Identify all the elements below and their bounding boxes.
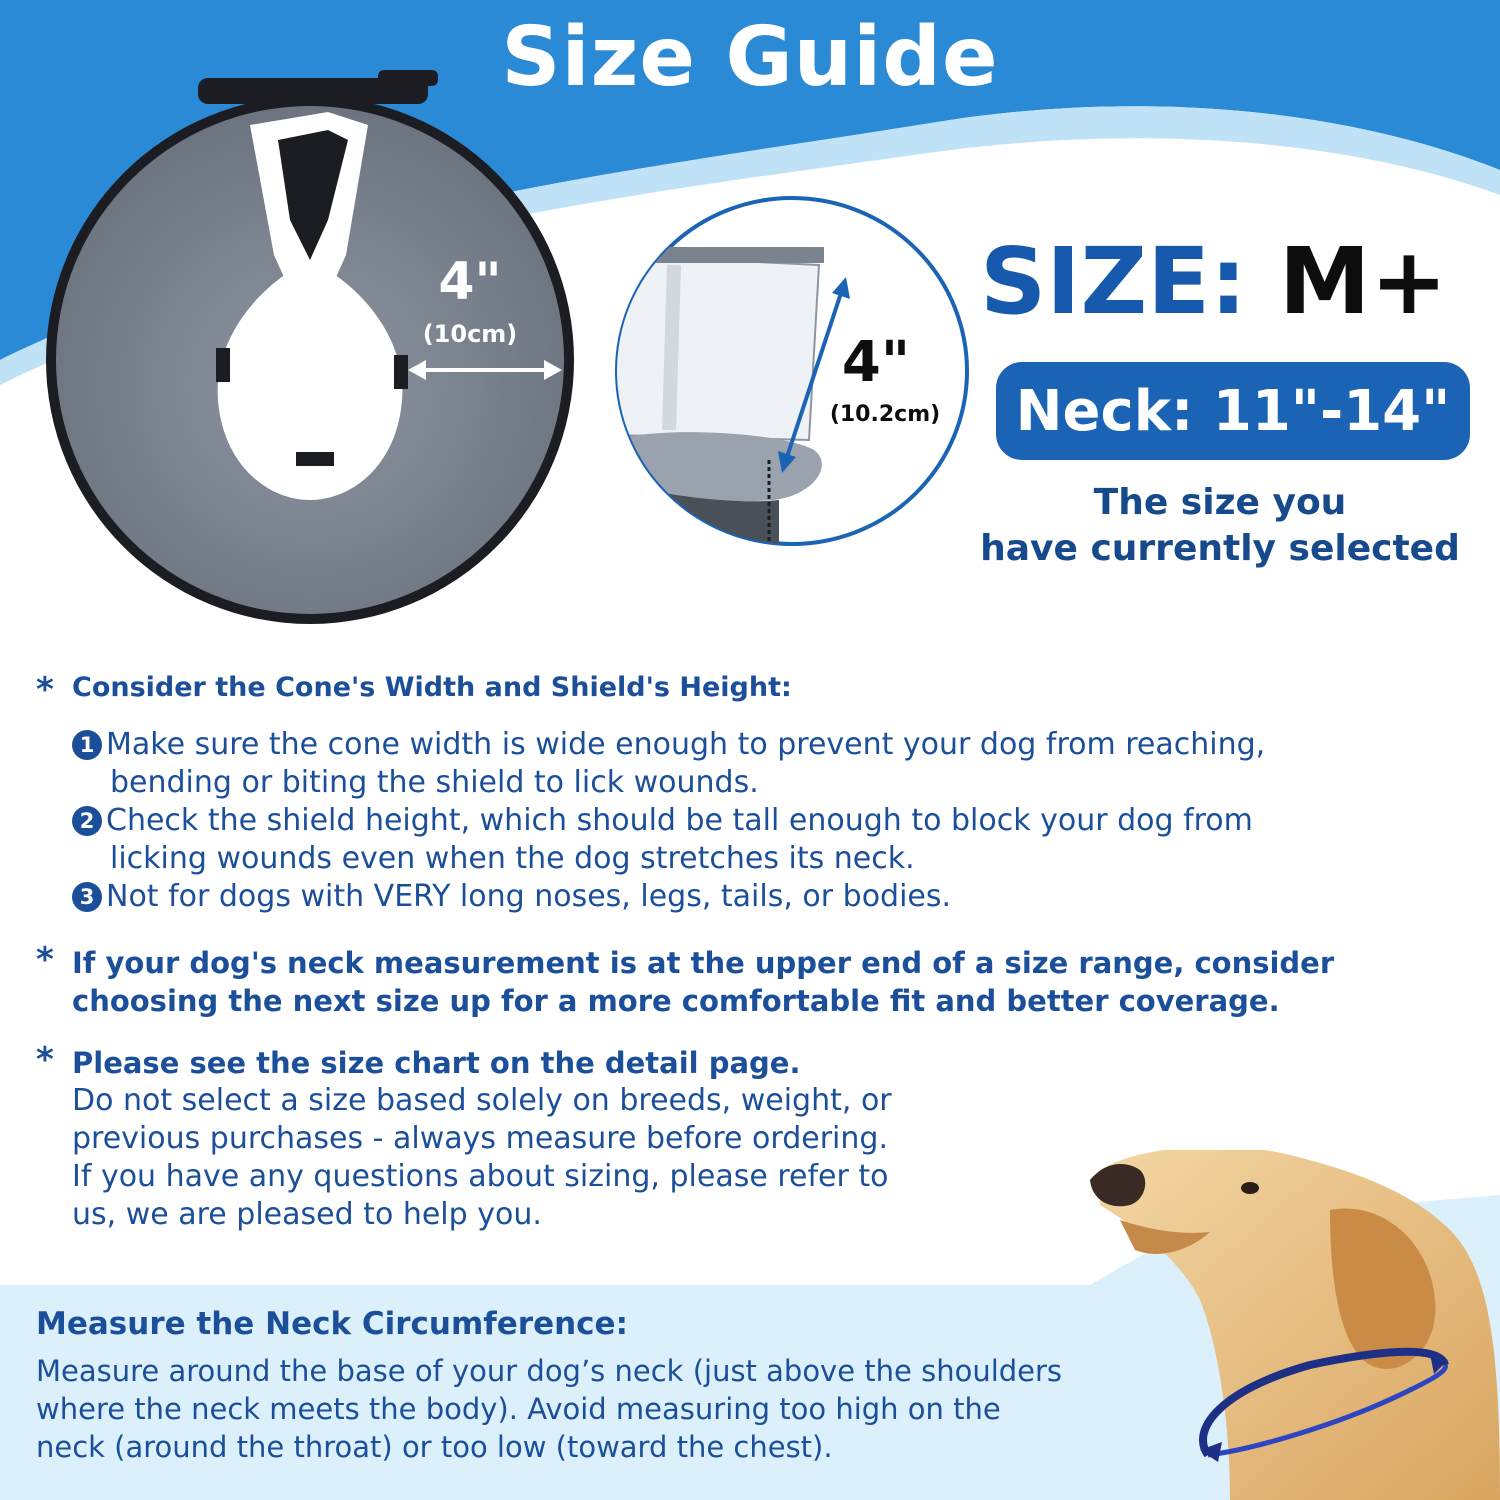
size-label: SIZE: [980, 228, 1247, 335]
step-2-line-1: Check the shield height, which should be tall enough to block your dog from [106, 803, 1253, 838]
page-title: Size Guide [501, 10, 999, 105]
step-number-1: 1 [72, 730, 102, 760]
consider-heading: Consider the Cone's Width and Shield's Height: [72, 672, 792, 703]
size-chart-line-3: If you have any questions about sizing, please refer to [72, 1159, 889, 1194]
step-2-line-2: licking wounds even when the dog stretches its neck. [110, 841, 915, 876]
step-3-line-1: Not for dogs with VERY long noses, legs, tails, or bodies. [106, 879, 952, 914]
size-chart-line-2: previous purchases - always measure before ordering. [72, 1121, 888, 1156]
selected-note-line-2: have currently selected [980, 528, 1460, 569]
step-1-line-2: bending or biting the shield to lick wounds. [110, 765, 759, 800]
step-1-line-1: Make sure the cone width is wide enough to prevent your dog from reaching, [106, 727, 1266, 762]
size-chart-line-4: us, we are pleased to help you. [72, 1197, 542, 1232]
upper-end-line-1: If your dog's neck measurement is at the upper end of a size range, consider [72, 946, 1335, 980]
upper-end-line-2: choosing the next size up for a more comfortable fit and better coverage. [72, 984, 1280, 1018]
note-star-2: * [36, 940, 54, 980]
inflatable-cone-image [28, 70, 593, 635]
selected-note-line-1: The size you [1093, 482, 1347, 523]
note-star-1: * [36, 670, 54, 710]
dog-photo [1080, 1150, 1500, 1500]
note-star-3: * [36, 1040, 54, 1080]
size-value: M+ [1278, 228, 1448, 335]
shield-height-label: 4" [841, 330, 911, 395]
measure-body: Measure around the base of your dog’s neck (just above the shoulders where the neck meets the body). Avoid measuring too high on the neck (around the throat) or too low (toward the chest). [36, 1354, 1063, 1464]
size-chart-heading: Please see the size chart on the detail page. [72, 1046, 801, 1080]
cone-width-metric: (10cm) [422, 320, 518, 348]
size-chart-line-1: Do not select a size based solely on breeds, weight, or [72, 1083, 892, 1118]
step-number-2: 2 [72, 806, 102, 836]
cone-width-label: 4" [438, 252, 502, 312]
size-heading [980, 228, 1470, 335]
shield-height-metric: (10.2cm) [829, 402, 941, 427]
step-3 [72, 878, 951, 916]
step-2 [72, 802, 1253, 840]
step-number-3: 3 [72, 882, 102, 912]
selected-size-note [970, 480, 1470, 572]
neck-range-badge: Neck: 11"-14" [996, 362, 1470, 460]
step-1 [72, 726, 1265, 764]
measure-title: Measure the Neck Circumference: [36, 1306, 628, 1342]
